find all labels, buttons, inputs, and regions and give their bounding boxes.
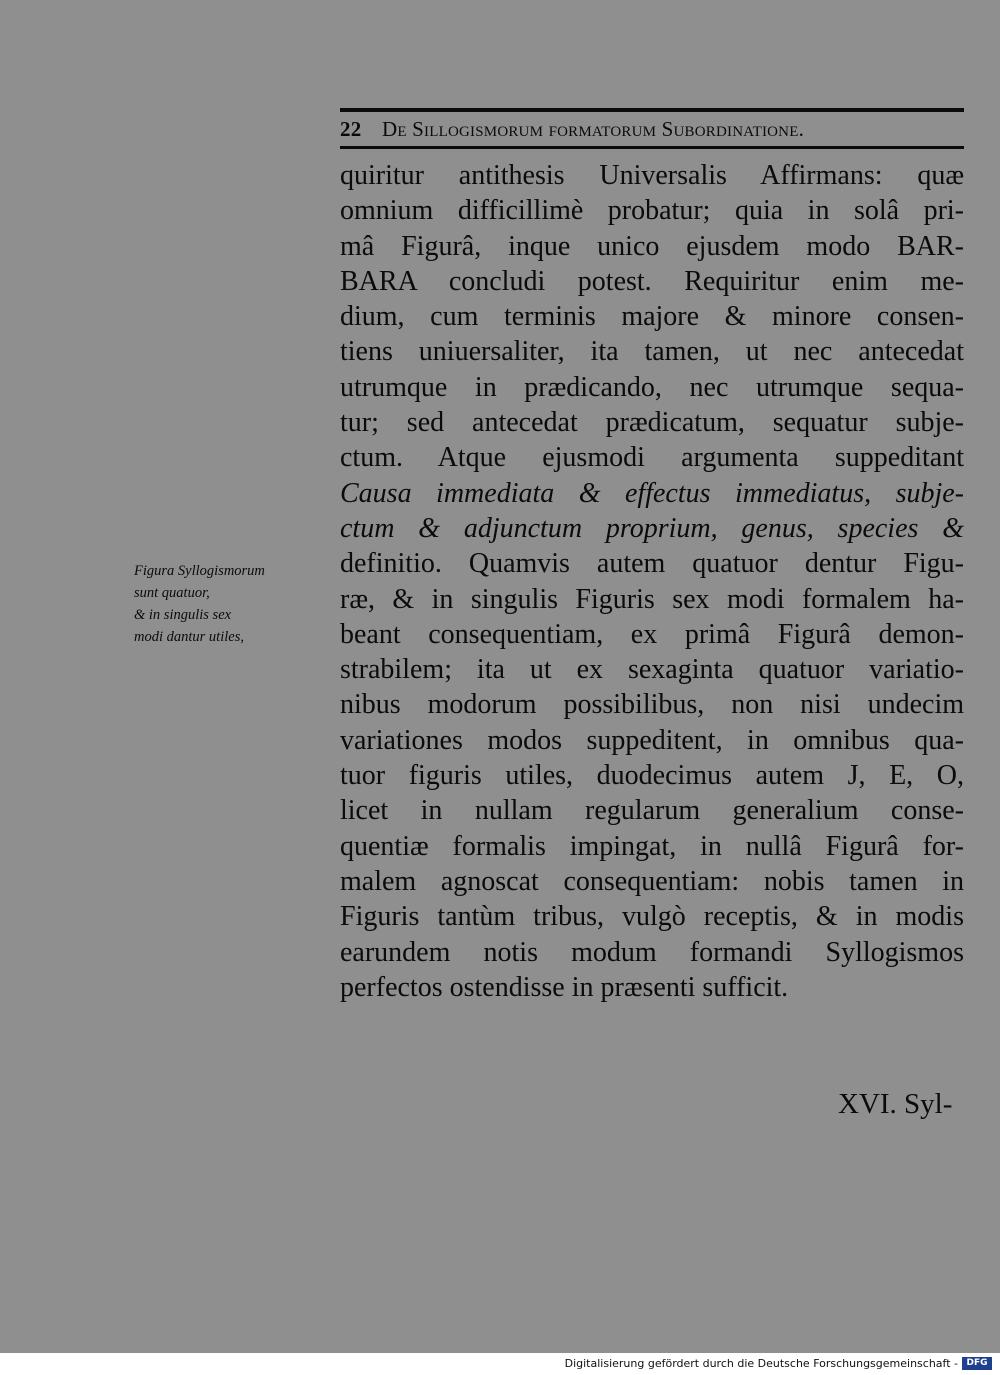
header-rule-bottom [340,146,964,149]
text-line: utrumque in prædicando, nec utrumque sequa- [340,371,964,403]
text-line: tur; sed antecedat prædicatum, sequatur subje- [340,407,964,439]
text-line: nibus modorum possibilibus, non nisi undecim [340,689,964,721]
page-number: 22 [340,117,362,141]
text-line-italic: Causa immediata & effectus immediatus, subje- [340,477,964,509]
text-line: earundem notis modum formandi Syllogismos [340,936,964,968]
text-line: malem agnoscat consequentiam: nobis tamen in [340,865,964,897]
marginal-note [134,560,339,648]
text-line: strabilem; ita ut ex sexaginta quatuor variatio- [340,654,964,686]
text-line: BARA concludi potest. Requiritur enim me- [340,265,964,297]
marginal-note-line: & in singulis sex [134,607,232,623]
text-line: quentiæ formalis impingat, in nullâ Figurâ for- [340,830,964,862]
dfg-logo: DFG [962,1357,992,1370]
marginal-note-line: modi dantur utiles, [134,629,244,645]
marginal-note-line: sunt quatuor, [134,585,210,601]
text-line: quiritur antithesis Universalis Affirmans: quæ [340,160,964,191]
text-line: ræ, & in singulis Figuris sex modi formalem ha- [340,583,964,615]
running-header [340,108,964,149]
text-line: omnium difficillimè probatur; quia in solâ pri- [340,195,964,227]
catchword: XVI. Syl- [838,1088,953,1120]
text-line: licet in nullam regularum generalium conse- [340,795,964,827]
header-text [340,112,964,146]
text-line: perfectos ostendisse in præsenti sufficit. [340,971,789,1003]
running-title: De Sillogismorum formatorum Subordinatione. [382,117,805,141]
text-line: mâ Figurâ, inque unico ejusdem modo BAR- [340,230,964,262]
text-line-italic: ctum & adjunctum proprium, genus, species & [340,512,964,544]
text-line: Figuris tantùm tribus, vulgò receptis, & in modis [340,901,964,933]
text-line: tiens uniuersaliter, ita tamen, ut nec antecedat [340,336,964,368]
digitization-footer [0,1353,1000,1375]
text-line: dium, cum terminis majore & minore consen- [340,301,964,333]
text-line: definitio. Quamvis autem quatuor dentur Figu- [340,548,964,580]
footer-credit: Digitalisierung gefördert durch die Deutsche Forschungsgemeinschaft - [564,1357,958,1370]
body-text [340,158,964,1005]
text-line: beant consequentiam, ex primâ Figurâ demon- [340,618,964,650]
text-line: variationes modos suppeditent, in omnibus qua- [340,724,964,756]
text-line: ctum. Atque ejusmodi argumenta suppeditant [340,442,964,474]
marginal-note-line: Figura Syllogismorum [134,563,265,579]
text-line: tuor figuris utiles, duodecimus autem J, E, O, [340,760,964,792]
